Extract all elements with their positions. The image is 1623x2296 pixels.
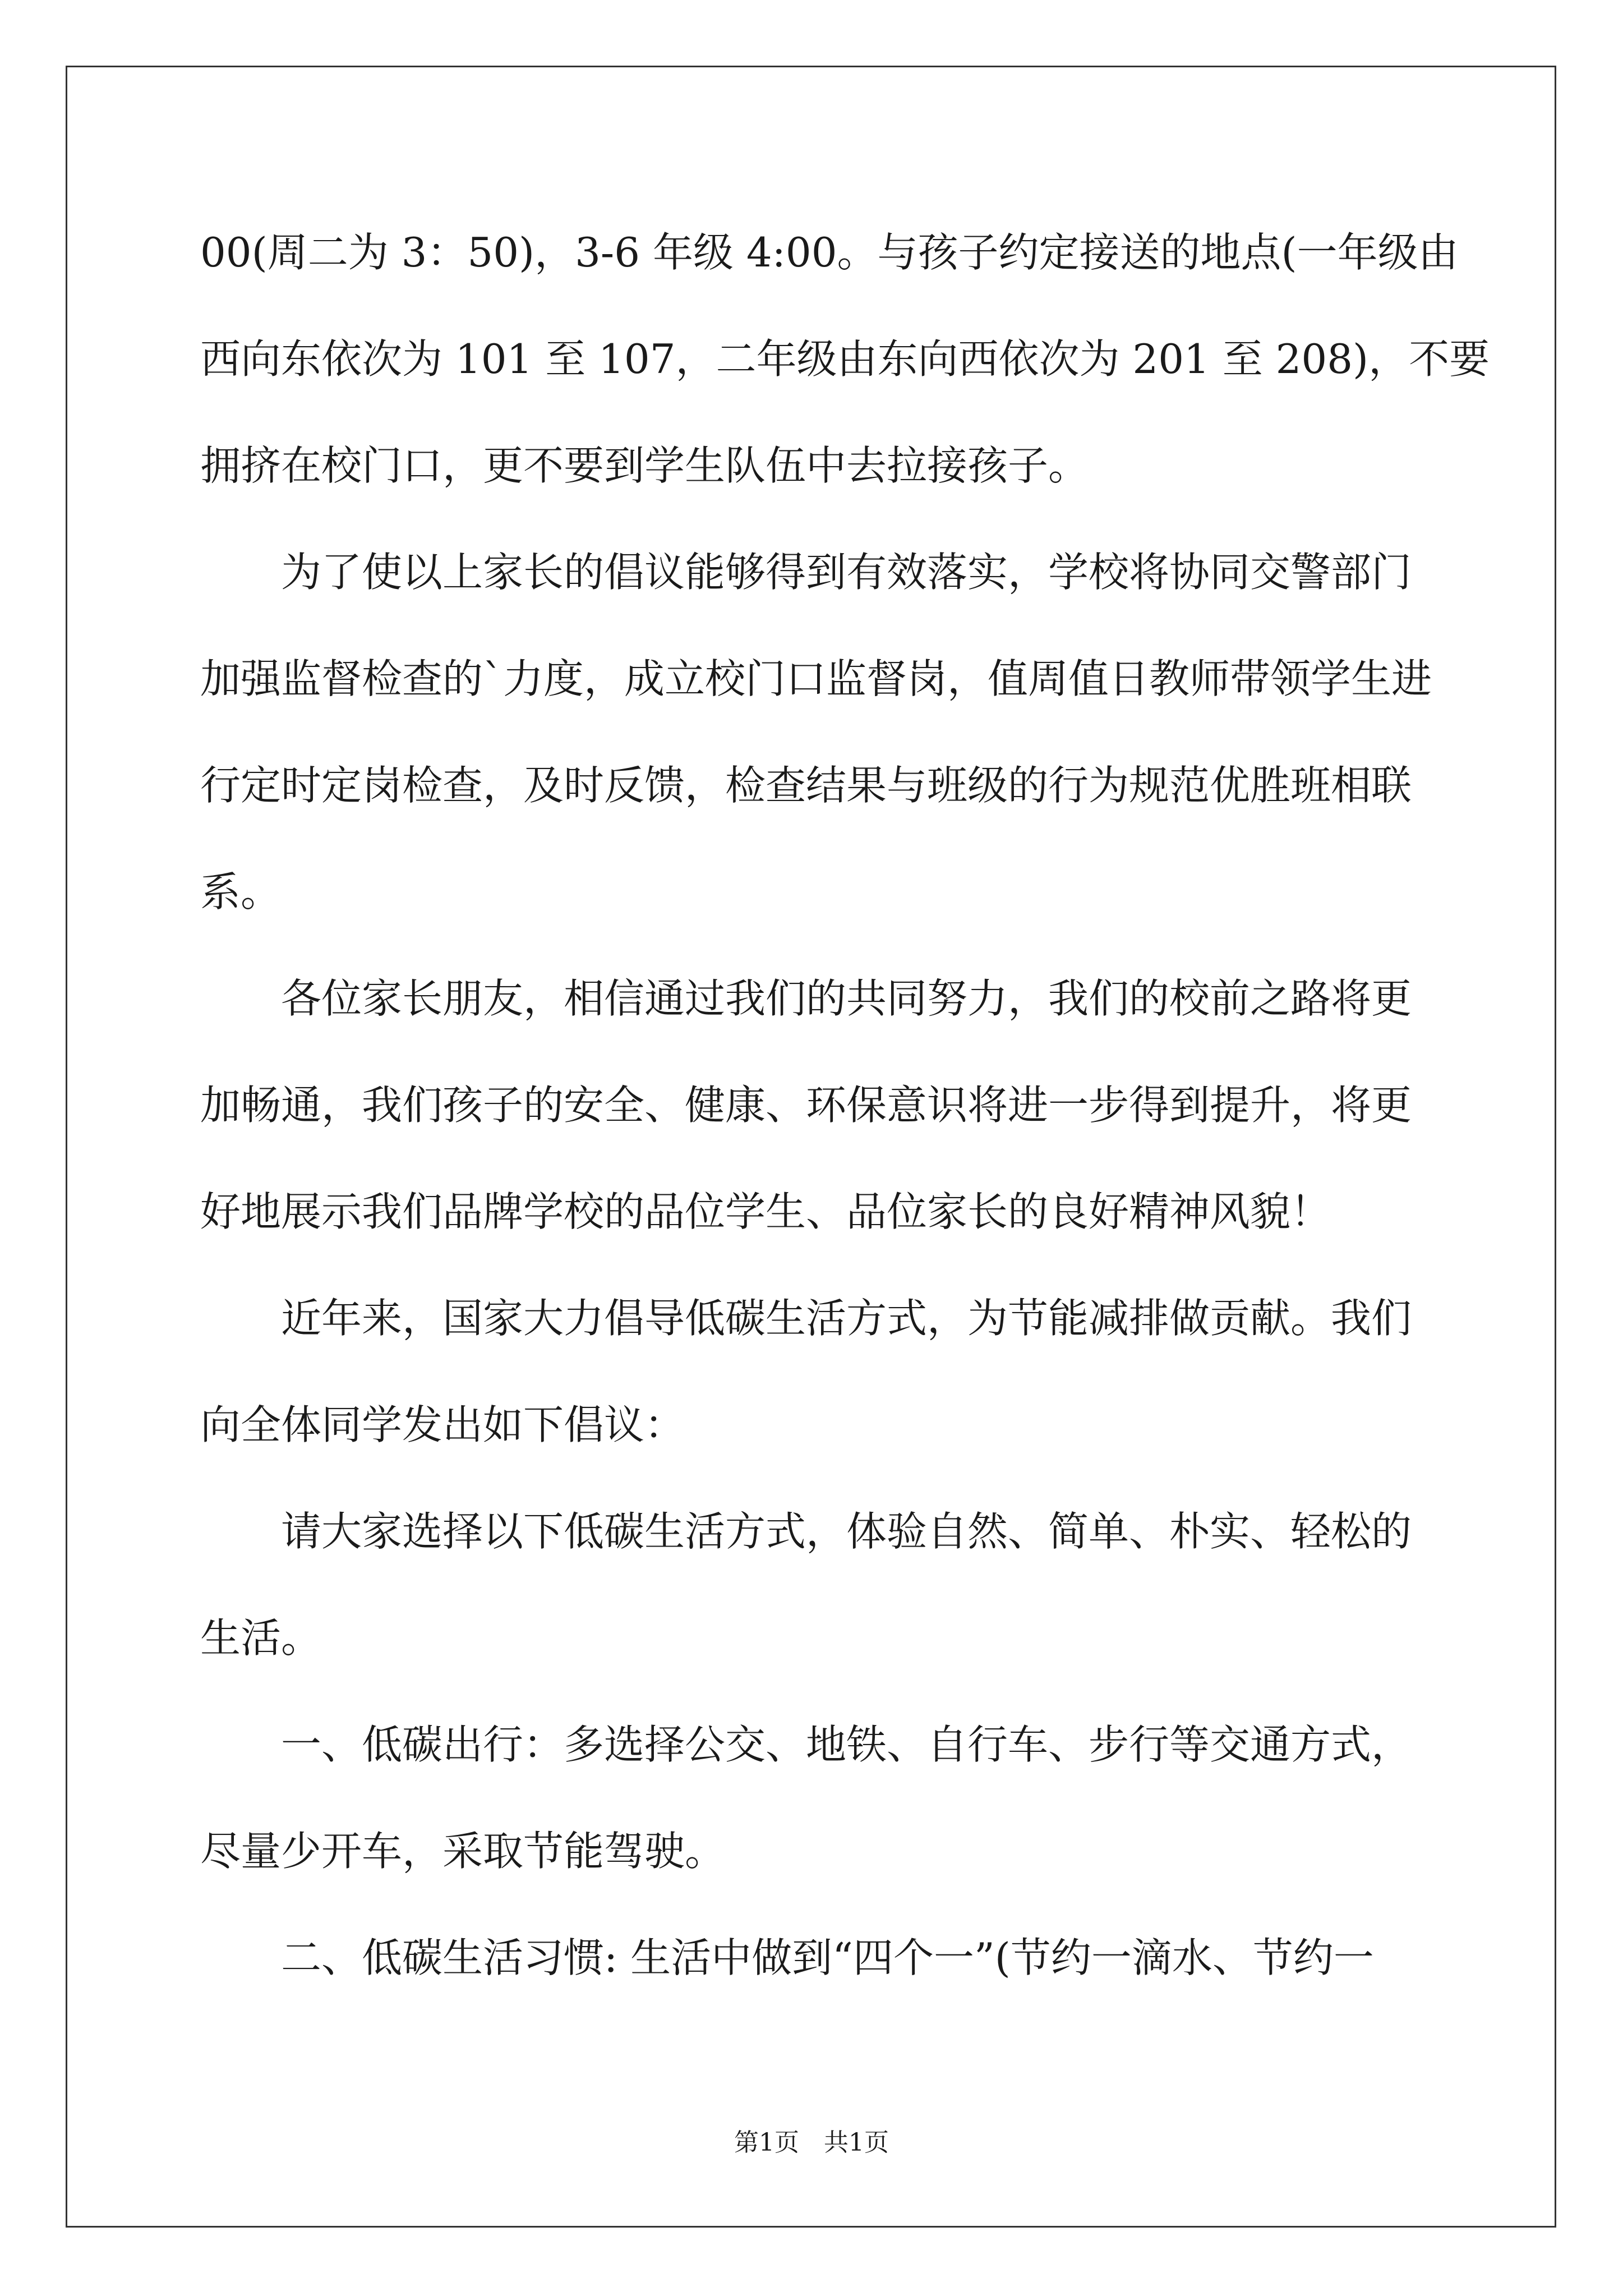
text-line: 行定时定岗检查，及时反馈，检查结果与班级的行为规范优胜班相联 (200, 762, 1412, 809)
paragraph-start-line: 二、低碳生活习惯: 生活中做到“四个一”(节约一滴水、节约一 (281, 1934, 1374, 1981)
paragraph-start-line: 为了使以上家长的倡议能够得到有效落实，学校将协同交警部门 (281, 549, 1412, 596)
text-line: 加强监督检查的`力度，成立校门口监督岗，值周值日教师带领学生进 (200, 655, 1432, 702)
paragraph-start-line: 一、低碳出行：多选择公交、地铁、自行车、步行等交通方式， (281, 1721, 1412, 1768)
paragraph-start-line: 各位家长朋友，相信通过我们的共同努力，我们的校前之路将更 (281, 975, 1412, 1022)
page-total: 共1页 (824, 2128, 889, 2157)
text-line: 生活。 (200, 1614, 322, 1662)
text-line: 系。 (200, 868, 282, 915)
page-number: 第1页 (734, 2128, 799, 2157)
paragraph-start-line: 请大家选择以下低碳生活方式，体验自然、简单、朴实、轻松的 (281, 1508, 1412, 1555)
text-line: 尽量少开车，采取节能驾驶。 (200, 1828, 726, 1875)
text-line: 西向东依次为 101 至 107，二年级由东向西依次为 201 至 208)，不要 (200, 335, 1490, 383)
page-footer (0, 2126, 1623, 2160)
paragraph-start-line: 近年来，国家大力倡导低碳生活方式，为节能减排做贡献。我们 (281, 1295, 1412, 1342)
text-line: 00(周二为 3：50)，3-6 年级 4:00。与孩子约定接送的地点(一年级由 (200, 229, 1459, 276)
text-line: 拥挤在校门口，更不要到学生队伍中去拉接孩子。 (200, 442, 1089, 489)
text-line: 好地展示我们品牌学校的品位学生、品位家长的良好精神风貌！ (200, 1188, 1331, 1235)
text-line: 向全体同学发出如下倡议： (200, 1401, 685, 1448)
text-line: 加畅通，我们孩子的安全、健康、环保意识将进一步得到提升，将更 (200, 1082, 1412, 1129)
